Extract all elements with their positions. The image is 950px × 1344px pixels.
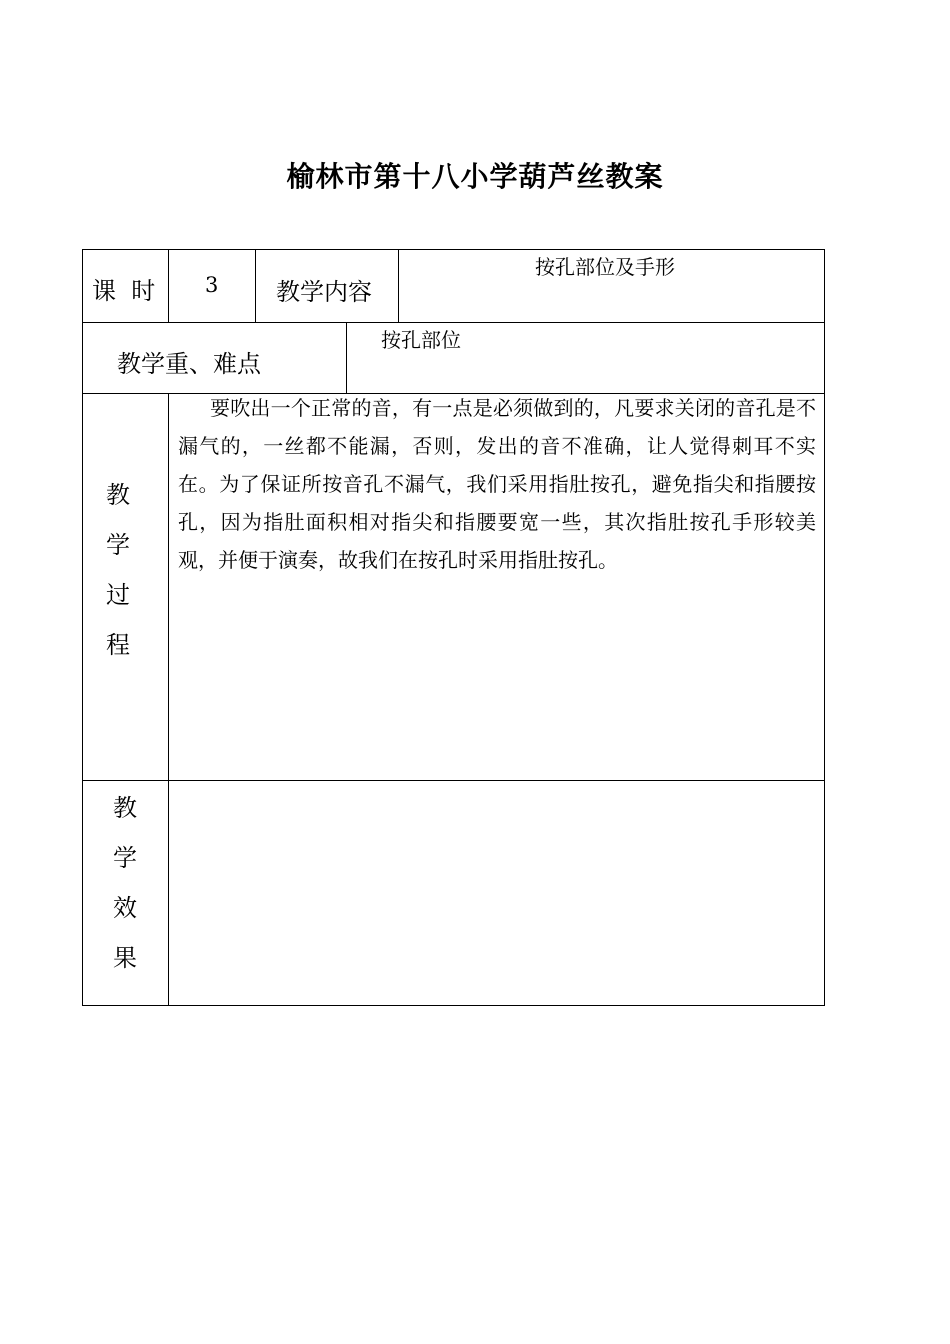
row1-divider-a (168, 249, 169, 323)
document-title: 榆林市第十八小学葫芦丝教案 (286, 160, 664, 193)
lesson-count-label: 课 时 (92, 277, 156, 305)
teaching-process-label (98, 470, 138, 670)
row34-divider (168, 393, 169, 1006)
lesson-count-value: 3 (205, 273, 219, 297)
effect-label-char: 效 (113, 894, 137, 922)
process-label-char: 教 (106, 481, 130, 509)
effect-label-char: 学 (113, 844, 137, 872)
row2-divider (346, 322, 347, 394)
table-border-left (82, 249, 83, 1006)
process-label-char: 过 (106, 581, 130, 609)
effect-label-char: 教 (113, 794, 137, 822)
row1-divider-b (255, 249, 256, 323)
table-border-top (82, 249, 825, 250)
teaching-effect-label (105, 783, 145, 983)
process-label-char: 程 (106, 631, 130, 659)
teaching-content-label: 教学内容 (276, 278, 372, 306)
row1-divider-c (398, 249, 399, 323)
table-border-bottom (82, 1005, 825, 1006)
teaching-content-value: 按孔部位及手形 (535, 255, 675, 279)
teaching-process-text: 要吹出一个正常的音，有一点是必须做到的，凡要求关闭的音孔是不漏气的，一丝都不能漏，否则，发出的音不准确，让人觉得刺耳不实在。为了保证所按音孔不漏气，我们采用指肚按孔，避免指尖和指腰按孔，因为指肚面积相对指尖和指腰要宽一些，其次指肚按孔手形较美观，并便于演奏，故我们在按孔时采用指肚按孔。 (178, 396, 816, 572)
key-points-label: 教学重、难点 (117, 350, 261, 378)
key-points-value: 按孔部位 (381, 328, 461, 352)
row-divider-3 (82, 780, 825, 781)
row-divider-1 (82, 322, 825, 323)
table-border-right (824, 249, 825, 1006)
process-label-char: 学 (106, 531, 130, 559)
effect-label-char: 果 (113, 944, 137, 972)
